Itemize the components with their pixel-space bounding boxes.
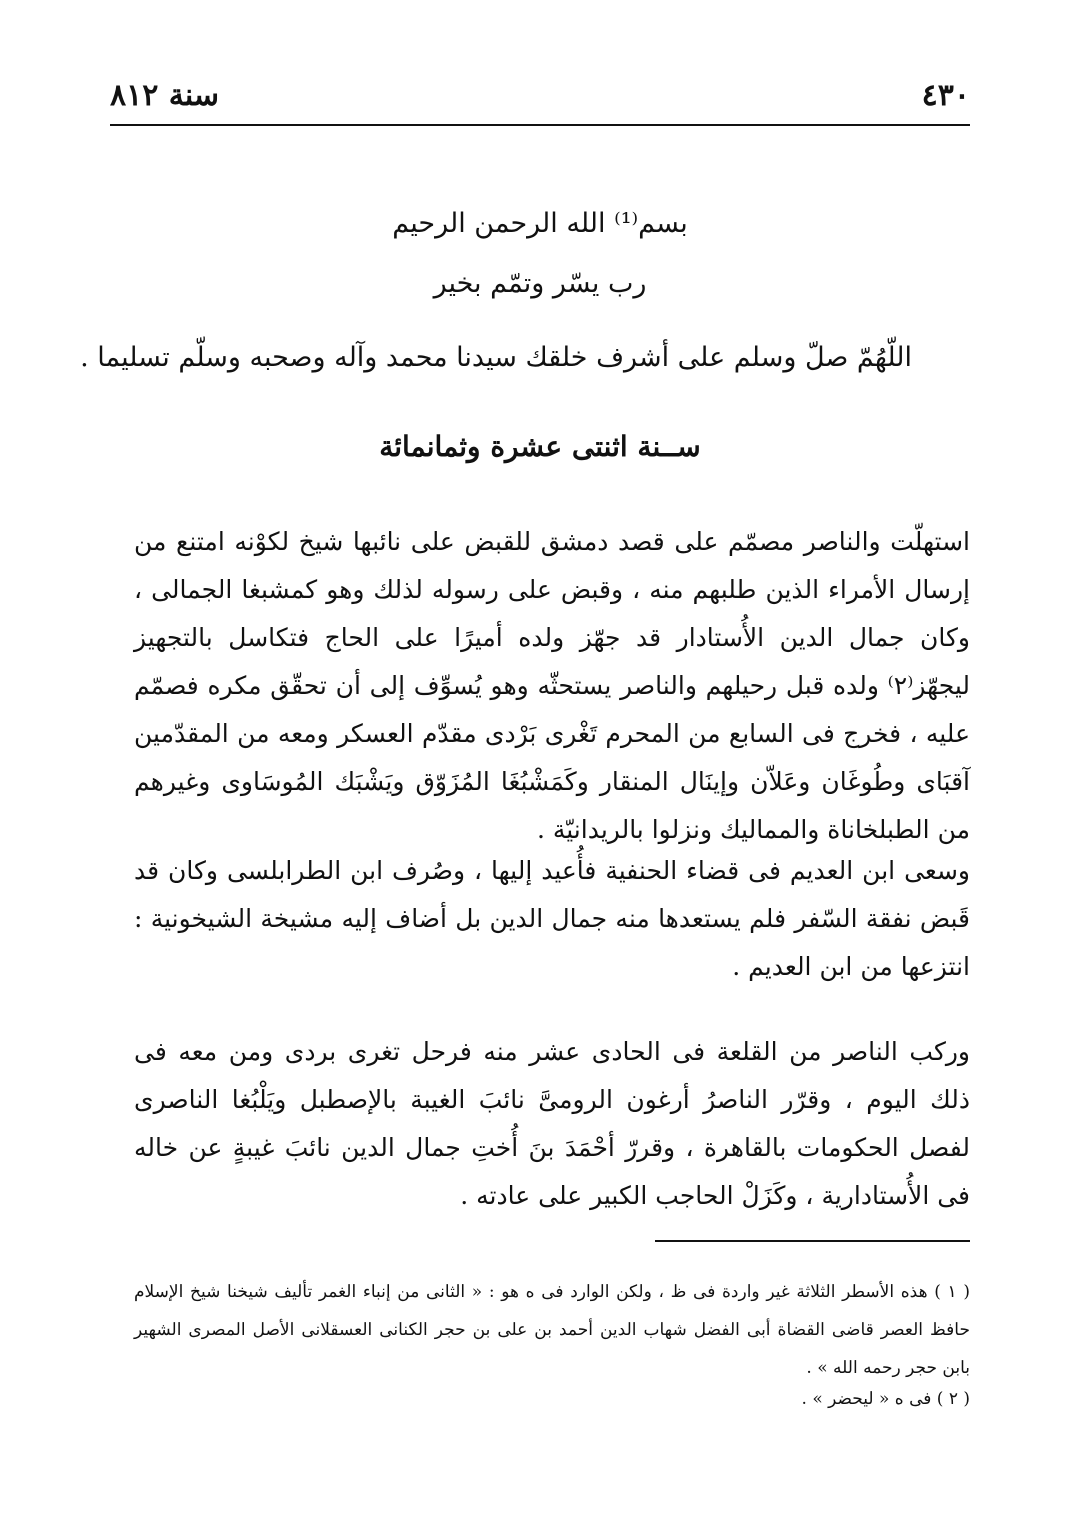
section-title: ســنة اثنتى عشرة وثمانمائة bbox=[379, 430, 701, 463]
page-number: ٤٣٠ bbox=[921, 78, 970, 113]
footnote-rule bbox=[655, 1240, 970, 1242]
header-rule bbox=[110, 124, 970, 126]
basmala: بسم⁽¹⁾ الله الرحمن الرحيم bbox=[392, 208, 688, 239]
opening-prayer: رب يسّر وتمّم بخير bbox=[433, 268, 647, 299]
footnote: ( ١ ) هذه الأسطر الثلاثة غير واردة فى ظ ، ولكن الوارد فى ه هو : « الثانى من إنباء الغمر تأليف شيخنا شيخ الإسلام حافظ العصر قاضى القضاة أبى الفضل شهاب الدين أحمد بن على بن حجر الكنانى العسقلانى الأصل المصرى الشهير بابن حجر رحمه الله » . bbox=[134, 1282, 970, 1378]
body-paragraph: وسعى ابن العديم فى قضاء الحنفية فأُعيد إليها ، وصُرف ابن الطرابلسى وكان قد قَبض نفقة السّفر فلم يستعدها منه جمال الدين بل أضاف إليه مشيخة الشيخونية : انتزعها من ابن العديم . bbox=[134, 856, 970, 981]
salutation-line: اللّهُمّ صلّ وسلم على أشرف خلقك سيدنا محمد وآله وصحبه وسلّم تسليما . bbox=[80, 342, 912, 373]
running-head: سنة ٨١٢ bbox=[110, 78, 220, 113]
body-paragraph: استهلّت والناصر مصمّم على قصد دمشق للقبض على نائبها شيخ لكوْنه امتنع من إرسال الأمراء الذين طلبهم منه ، وقبض على رسوله لذلك وهو كمشبغا الجمالى ، وكان جمال الدين الأُستادار قد جهّز ولده أميرًا على الحاج فتكاسل بالتجهيز ليجهّز⁽٢⁾ ولده قبل رحيلهم والناصر يستحثّه وهو يُسوِّف إلى أن تحقّق مكره فصمّم عليه ، فخرج فى السابع من المحرم تَغْرى بَرْدى مقدّم العسكر ومعه من المقدّمين آقبَاى وطُوغَان وعَلاّن وإينَال المنقار وكَمَشْبُغَا المُزَوّق ويَشْبَك المُوسَاوى وغيرهم من الطبلخاناة والمماليك ونزلوا بالريدانيّة . bbox=[134, 527, 970, 844]
footnote: ( ٢ ) فى ه « ليحضر » . bbox=[801, 1389, 970, 1409]
page-header bbox=[110, 78, 970, 118]
body-paragraph: وركب الناصر من القلعة فى الحادى عشر منه فرحل تغرى بردى ومن معه فى ذلك اليوم ، وقرّر الناصرُ أرغون الرومىَّ نائبَ الغيبة بالإصطبل ويَلْبُغا الناصرى لفصل الحكومات بالقاهرة ، وقررّ أحْمَدَ بنَ أُختِ جمال الدين نائبَ غيبةٍ عن خاله فى الأُستادارية ، وكَزَلْ الحاجب الكبير على عادته . bbox=[134, 1037, 970, 1210]
